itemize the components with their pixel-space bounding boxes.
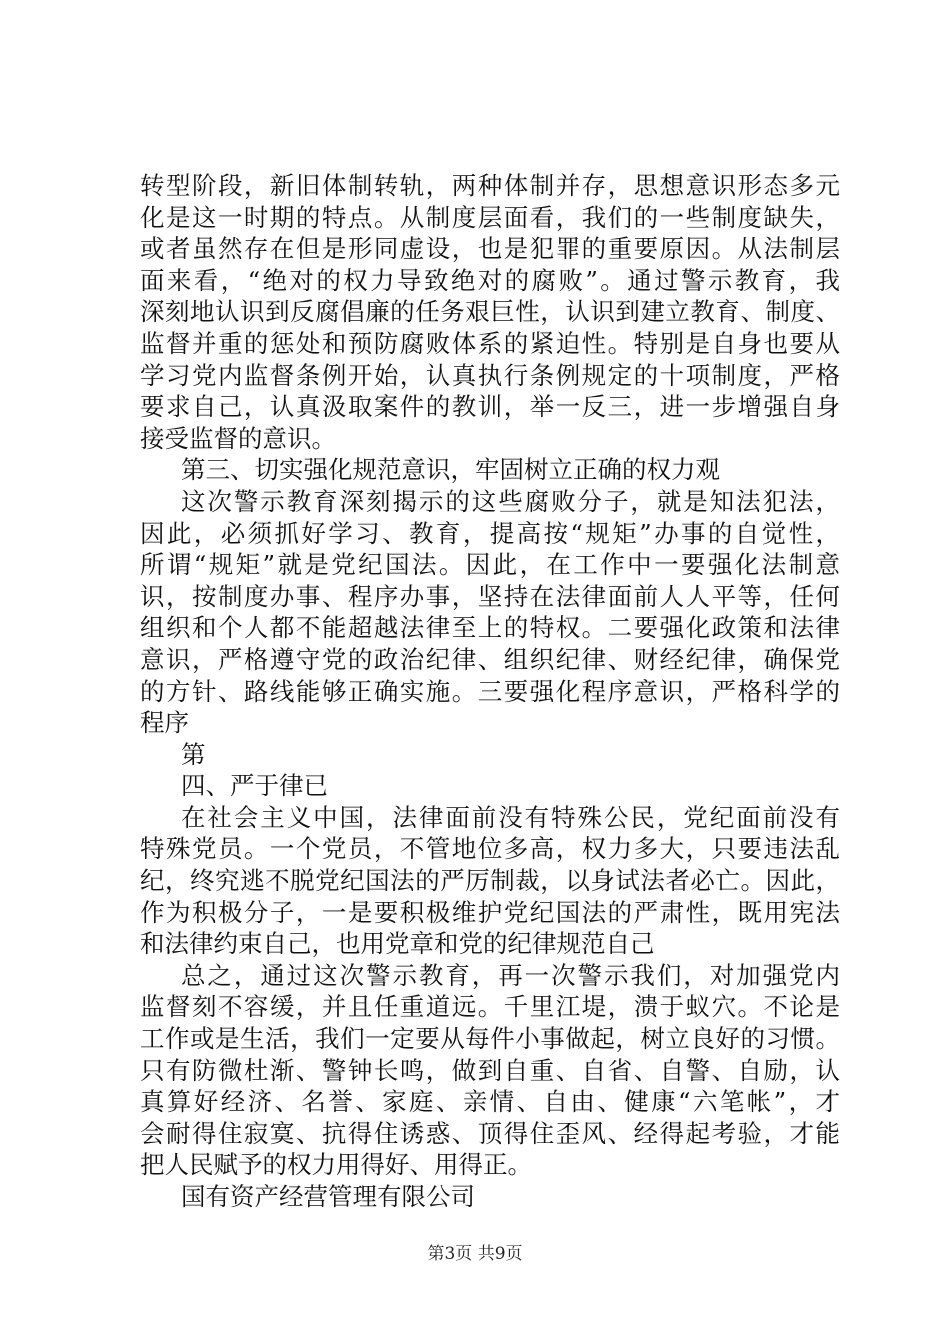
document-body [140, 170, 840, 1213]
text-line: 化是这一时期的特点。从制度层面看，我们的一些制度缺失， [140, 202, 840, 232]
section-heading: 四、严于律已 [181, 771, 328, 801]
text-line: 在社会主义中国，法律面前没有特殊公民，党纪面前没有 [181, 802, 840, 832]
text-line: 面来看，“绝对的权力导致绝对的腐败”。通过警示教育，我 [140, 265, 840, 295]
text-line: 和法律约束自己，也用党章和党的纪律规范自己 [140, 929, 655, 959]
text-line: 深刻地认识到反腐倡廉的任务艰巨性，认识到建立教育、制度、 [140, 297, 840, 327]
text-line: 的方针、路线能够正确实施。三要强化程序意识，严格科学的 [140, 676, 840, 706]
text-line: 组织和个人都不能超越法律至上的特权。二要强化政策和法律 [140, 613, 840, 643]
text-line: 因此，必须抓好学习、教育，提高按“规矩”办事的自觉性， [140, 518, 840, 548]
text-line: 特殊党员。一个党员，不管地位多高，权力多大，只要违法乱 [140, 834, 840, 864]
signature-line: 国有资产经营管理有限公司 [181, 1182, 475, 1211]
text-line: 这次警示教育深刻揭示的这些腐败分子，就是知法犯法， [181, 486, 840, 516]
text-line: 监督并重的惩处和预防腐败体系的紧迫性。特别是自身也要从 [140, 328, 840, 358]
text-line: 真算好经济、名誉、家庭、亲情、自由、健康“六笔帐”，才 [140, 1087, 840, 1117]
page-number-footer: 第3页 共9页 [427, 1244, 523, 1264]
section-heading: 第三、切实强化规范意识，牢固树立正确的权力观 [181, 455, 720, 485]
text-line: 接受监督的意识。 [140, 423, 336, 453]
text-line: 学习党内监督条例开始，认真执行条例规定的十项制度，严格 [140, 360, 840, 390]
text-line: 作为积极分子，一是要积极维护党纪国法的严肃性，既用宪法 [140, 897, 840, 927]
text-line: 把人民赋予的权力用得好、用得正。 [140, 1150, 532, 1180]
text-line: 工作或是生活，我们一定要从每件小事做起，树立良好的习惯。 [140, 1024, 840, 1054]
text-line: 监督刻不容缓，并且任重道远。千里江堤，溃于蚁穴。不论是 [140, 992, 840, 1022]
text-line: 程序 [140, 708, 189, 738]
text-line: 识，按制度办事、程序办事，坚持在法律面前人人平等，任何 [140, 581, 840, 611]
text-line: 转型阶段，新旧体制转轨，两种体制并存，思想意识形态多元 [140, 171, 840, 200]
text-line: 意识，严格遵守党的政治纪律、组织纪律、财经纪律，确保党 [140, 644, 840, 674]
text-line: 所谓“规矩”就是党纪国法。因此，在工作中一要强化法制意 [140, 550, 840, 580]
text-line: 只有防微杜渐、警钟长鸣，做到自重、自省、自警、自励，认 [140, 1055, 840, 1085]
text-line: 总之，通过这次警示教育，再一次警示我们，对加强党内 [181, 960, 840, 990]
text-line: 会耐得住寂寞、抗得住诱惑、顶得住歪风、经得起考验，才能 [140, 1118, 840, 1148]
section-heading: 第 [181, 739, 206, 769]
text-line: 要求自己，认真汲取案件的教训，举一反三，进一步增强自身 [140, 392, 840, 422]
text-line: 或者虽然存在但是形同虚设，也是犯罪的重要原因。从法制层 [140, 234, 840, 264]
text-line: 纪，终究逃不脱党纪国法的严厉制裁，以身试法者必亡。因此， [140, 866, 840, 896]
